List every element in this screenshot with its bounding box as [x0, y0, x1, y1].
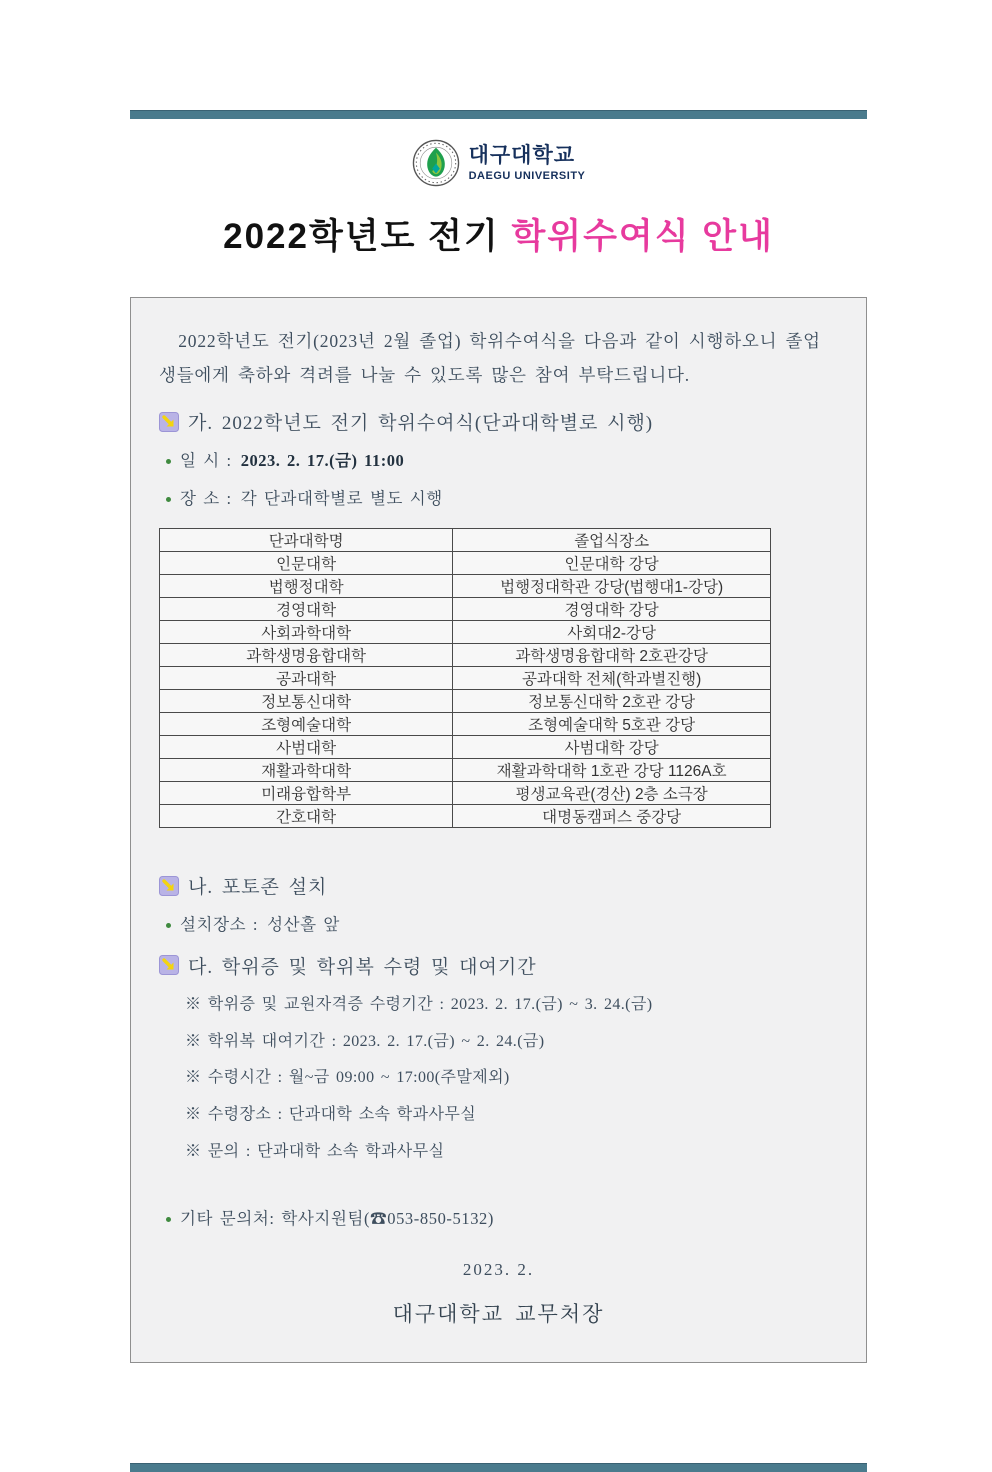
intro-paragraph: 2022학년도 전기(2023년 2월 졸업) 학위수여식을 다음과 같이 시행하오니 졸업생들에게 축하와 격려를 나눌 수 있도록 많은 참여 부탁드립니다.: [159, 331, 821, 386]
bullet-dot-icon: [166, 459, 171, 464]
page-title: [130, 209, 867, 259]
table-cell: 사회대2-강당: [453, 621, 771, 644]
note-item: ※ 수령장소 : 단과대학 소속 학과사무실: [185, 1106, 477, 1124]
university-name-english: DAEGU UNIVERSITY: [468, 169, 586, 182]
bottom-divider-bar: [130, 1463, 867, 1472]
table-row: [160, 552, 771, 575]
note-item: ※ 학위증 및 교원자격증 수령기간 : 2023. 2. 17.(금) ~ 3. 24.(금): [185, 995, 653, 1013]
ceremony-date-line: [159, 447, 838, 476]
table-cell: 인문대학 강당: [453, 552, 771, 575]
notes-list: [159, 993, 838, 1165]
photozone-place-label: 설치장소 :: [180, 915, 259, 934]
table-cell: 재활과학대학: [160, 759, 453, 782]
contact-text: 기타 문의처: 학사지원팀(☎053-850-5132): [180, 1208, 495, 1228]
ceremony-place-label: 장 소 :: [180, 489, 232, 509]
table-cell: 미래융합학부: [160, 782, 453, 805]
table-cell: 사범대학 강당: [453, 736, 771, 759]
table-cell: 대명동캠퍼스 중강당: [453, 805, 771, 828]
table-cell: 법행정대학: [160, 575, 453, 598]
section-b-heading: [159, 872, 838, 899]
title-black-part: 2022학년도 전기: [223, 217, 500, 256]
section-c-heading-text: 다. 학위증 및 학위복 수령 및 대여기간: [188, 956, 537, 978]
ceremony-date-label: 일 시 :: [180, 451, 232, 471]
note-item: ※ 수령시간 : 월~금 09:00 ~ 17:00(주말제외): [185, 1069, 510, 1087]
ceremony-table-body: [160, 552, 771, 828]
table-header-venue: 졸업식장소: [453, 529, 771, 552]
bullet-dot-icon: [166, 497, 171, 502]
table-cell: 공과대학: [160, 667, 453, 690]
table-header-row: [160, 529, 771, 552]
table-row: [160, 736, 771, 759]
table-cell: 과학생명융합대학 2호관강당: [453, 644, 771, 667]
top-divider-bar: [130, 110, 867, 119]
contact-line: [159, 1205, 838, 1234]
university-seal-icon: [412, 139, 460, 187]
table-cell: 과학생명융합대학: [160, 644, 453, 667]
corner-arrow-icon: [159, 955, 179, 975]
section-b-heading-text: 나. 포토존 설치: [188, 877, 328, 898]
content-box: [130, 297, 867, 1363]
table-cell: 정보통신대학: [160, 690, 453, 713]
table-row: [160, 598, 771, 621]
table-cell: 공과대학 전체(학과별진행): [453, 667, 771, 690]
table-cell: 조형예술대학: [160, 713, 453, 736]
table-cell: 경영대학: [160, 598, 453, 621]
table-row: [160, 667, 771, 690]
table-cell: 조형예술대학 5호관 강당: [453, 713, 771, 736]
ceremony-place-value: 각 단과대학별로 별도 시행: [240, 489, 443, 509]
section-c-heading: [159, 952, 838, 979]
notice-document: [130, 110, 867, 1472]
ceremony-place-line: [159, 485, 838, 514]
note-item: ※ 문의 : 단과대학 소속 학과사무실: [185, 1143, 445, 1161]
section-a-heading-text: 가. 2022학년도 전기 학위수여식(단과대학별로 시행): [188, 413, 654, 435]
table-cell: 사범대학: [160, 736, 453, 759]
ceremony-venue-table: [159, 528, 771, 828]
table-cell: 인문대학: [160, 552, 453, 575]
signature: 대구대학교 교무처장: [392, 1301, 605, 1326]
title-pink-part: 학위수여식 안내: [511, 217, 774, 256]
table-cell: 재활과학대학 1호관 강당 1126A호: [453, 759, 771, 782]
table-row: [160, 805, 771, 828]
university-logo: [130, 135, 867, 191]
table-header-college: 단과대학명: [160, 529, 453, 552]
ceremony-date-value: 2023. 2. 17.(금) 11:00: [240, 451, 405, 471]
table-row: [160, 759, 771, 782]
table-row: [160, 575, 771, 598]
university-name-korean: 대구대학교: [468, 144, 576, 168]
note-item: ※ 학위복 대여기간 : 2023. 2. 17.(금) ~ 2. 24.(금): [185, 1032, 545, 1050]
section-a-heading: [159, 408, 838, 435]
bullet-dot-icon: [166, 1217, 171, 1222]
photozone-place-value: 성산홀 앞: [267, 915, 340, 934]
photozone-place-line: [159, 911, 838, 940]
table-row: [160, 713, 771, 736]
corner-arrow-icon: [159, 412, 179, 432]
table-cell: 법행정대학관 강당(법행대1-강당): [453, 575, 771, 598]
logo-text: [469, 144, 586, 181]
table-row: [160, 690, 771, 713]
bullet-dot-icon: [166, 923, 171, 928]
table-row: [160, 644, 771, 667]
table-cell: 경영대학 강당: [453, 598, 771, 621]
table-cell: 평생교육관(경산) 2층 소극장: [453, 782, 771, 805]
table-cell: 정보통신대학 2호관 강당: [453, 690, 771, 713]
issue-date: 2023. 2.: [462, 1259, 535, 1279]
table-row: [160, 782, 771, 805]
table-row: [160, 621, 771, 644]
table-cell: 간호대학: [160, 805, 453, 828]
corner-arrow-icon: [159, 876, 179, 896]
table-cell: 사회과학대학: [160, 621, 453, 644]
